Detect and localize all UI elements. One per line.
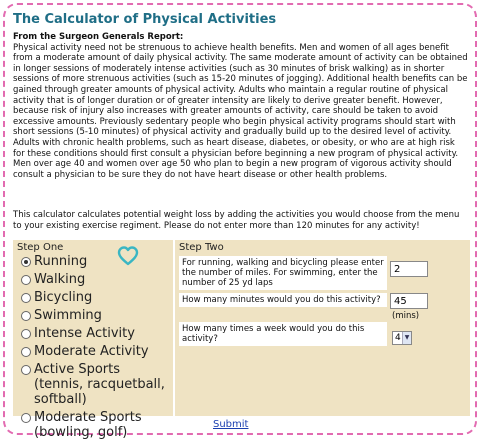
minutes-unit: (mins) bbox=[392, 311, 420, 321]
radio-label: Intense Activity bbox=[34, 326, 135, 341]
radio-walking[interactable] bbox=[21, 272, 85, 287]
radio-moderate-activity[interactable] bbox=[21, 344, 149, 359]
times-label: How many times a week would you do this activity? bbox=[179, 322, 387, 346]
submit-link[interactable]: Submit bbox=[213, 419, 249, 430]
distance-input[interactable] bbox=[390, 261, 428, 277]
radio-label: Swimming bbox=[34, 308, 102, 323]
step-one-column bbox=[13, 240, 171, 440]
radio-intense-activity[interactable] bbox=[21, 326, 135, 341]
radio-active-sports[interactable] bbox=[21, 362, 167, 407]
minutes-question bbox=[179, 293, 387, 307]
radio-label: Running bbox=[34, 254, 88, 269]
radio-button-icon[interactable] bbox=[21, 365, 31, 375]
radio-button-icon[interactable] bbox=[21, 329, 31, 339]
radio-button-icon[interactable] bbox=[21, 413, 31, 423]
radio-running[interactable] bbox=[21, 254, 87, 269]
distance-label: For running, walking and bicycling please enter the number of miles. For swimming, enter the number of 25 yd laps bbox=[179, 256, 387, 290]
radio-swimming[interactable] bbox=[21, 308, 102, 323]
radio-label: Bicycling bbox=[34, 290, 93, 305]
times-select[interactable] bbox=[392, 331, 412, 345]
chevron-down-icon[interactable]: ▼ bbox=[402, 332, 411, 344]
radio-button-icon[interactable] bbox=[21, 347, 31, 357]
radio-label: Moderate Sports (bowling, golf) bbox=[34, 410, 142, 440]
step-one-heading: Step One bbox=[17, 242, 64, 253]
step-two-column bbox=[173, 240, 472, 416]
intro-lead: From the Surgeon Generals Report: bbox=[13, 32, 184, 42]
times-question bbox=[179, 322, 387, 346]
intro-text bbox=[13, 32, 469, 180]
step-two-heading: Step Two bbox=[179, 242, 224, 253]
radio-button-icon[interactable] bbox=[21, 275, 31, 285]
distance-question bbox=[179, 256, 387, 290]
radio-bicycling[interactable] bbox=[21, 290, 92, 305]
calculator-note: This calculator calculates potential weight loss by adding the activities you would choose from the menu to your existing exercise regiment. Please do not enter more than 120 minutes for any activity! bbox=[13, 210, 460, 231]
radio-button-icon[interactable] bbox=[21, 257, 31, 267]
radio-label: Walking bbox=[34, 272, 86, 287]
page-title: The Calculator of Physical Activities bbox=[13, 12, 277, 27]
minutes-label: How many minutes would you do this activity? bbox=[179, 293, 387, 307]
radio-label: Moderate Activity bbox=[34, 344, 149, 359]
radio-button-icon[interactable] bbox=[21, 311, 31, 321]
radio-label: Active Sports (tennis, racquetball, softball) bbox=[34, 362, 165, 407]
minutes-input[interactable] bbox=[390, 293, 428, 309]
radio-moderate-sports[interactable] bbox=[21, 410, 167, 440]
intro-body: Physical activity need not be strenuous to achieve health benefits. Men and women of all ages benefit from a moderate amount of daily physical activity. The same moderate amount of activity can be obtained in longer sessions of moderately intense activities (such as 30 minutes of brisk walking) as in shorter sessions of more strenuous activities (such as 15-20 minutes of jogging). Additional health benefits can be gained through greater amounts of physical activity. Adults who maintain a regular routine of physical activity that is of longer duration or of greater intensity are likely to derive greater benefit. However, because risk of injury also increases with greater amounts of activity, care should be taken to avoid excessive amounts. Previously sedentary people who begin physical activity programs should start with short sessions (5-10 minutes) of physical activity and gradually build up to the desired level of activity. Adults with chronic health problems, such as heart disease, diabetes, or obesity, or who are at high risk for these conditions should first consult a physician before beginning a new program of physical activity. Men over age 40 and women over age 50 who plan to begin a new program of vigorous activity should consult a physician to be sure they do not have heart disease or other health problems. bbox=[13, 42, 468, 180]
heart-icon bbox=[117, 246, 139, 266]
times-select-value: 4 bbox=[395, 333, 401, 343]
radio-button-icon[interactable] bbox=[21, 293, 31, 303]
